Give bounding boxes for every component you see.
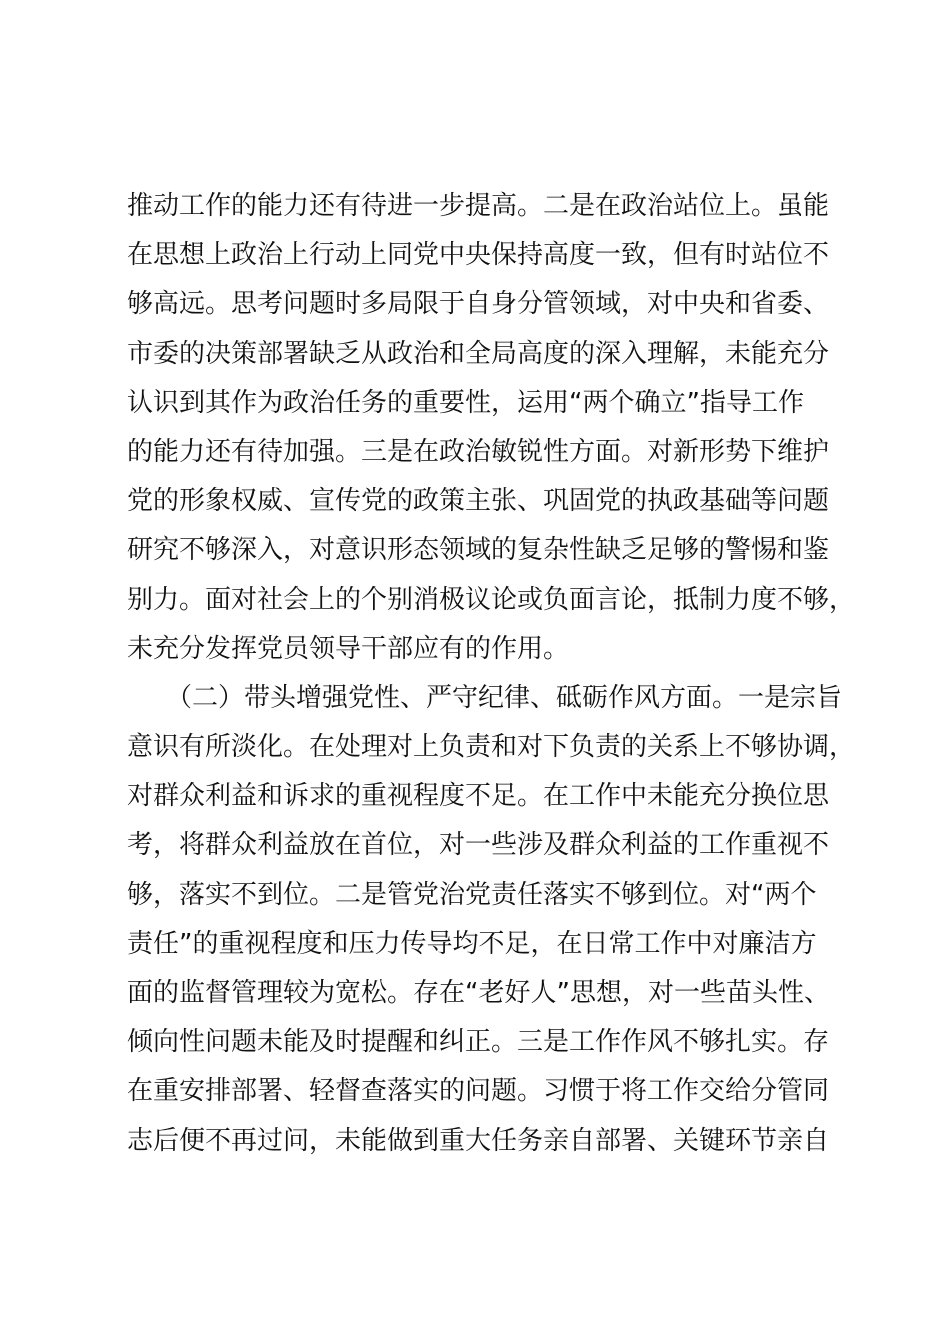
- text-line: 够高远。思考问题时多局限于自身分管领域，对中央和省委、: [127, 289, 830, 320]
- text-line: 对群众利益和诉求的重视程度不足。在工作中未能充分换位思: [127, 781, 830, 812]
- text-line: 在思想上政治上行动上同党中央保持高度一致，但有时站位不: [127, 240, 830, 271]
- text-line: 研究不够深入，对意识形态领域的复杂性缺乏足够的警惕和鉴: [127, 535, 830, 566]
- text-line: 责任”的重视程度和压力传导均不足，在日常工作中对廉洁方: [127, 928, 817, 959]
- text-line: 推动工作的能力还有待进一步提高。二是在政治站位上。虽能: [127, 191, 830, 221]
- text-line: 在重安排部署、轻督查落实的问题。习惯于将工作交给分管同: [127, 1076, 830, 1107]
- text-line: 的能力还有待加强。三是在政治敏锐性方面。对新形势下维护: [127, 436, 830, 467]
- text-line: 倾向性问题未能及时提醒和纠正。三是工作作风不够扎实。存: [127, 1027, 830, 1058]
- body-text: [127, 182, 867, 1166]
- text-line: 意识有所淡化。在处理对上负责和对下负责的关系上不够协调，: [127, 732, 856, 763]
- text-line: 别力。面对社会上的个别消极议论或负面言论，抵制力度不够，: [127, 584, 856, 615]
- text-line: 够，落实不到位。二是管党治党责任落实不够到位。对“两个: [127, 879, 817, 910]
- text-line: 志后便不再过问，未能做到重大任务亲自部署、关键环节亲自: [127, 1125, 830, 1156]
- text-line: 考，将群众利益放在首位，对一些涉及群众利益的工作重视不: [127, 830, 830, 861]
- section-heading-line: （二）带头增强党性、严守纪律、砥砺作风方面。一是宗旨: [127, 682, 843, 713]
- text-line: 市委的决策部署缺乏从政治和全局高度的深入理解，未能充分: [127, 338, 830, 369]
- text-line: 未充分发挥党员领导干部应有的作用。: [127, 633, 570, 664]
- text-line: 认识到其作为政治任务的重要性，运用“两个确立”指导工作: [127, 387, 804, 418]
- text-line: 党的形象权威、宣传党的政策主张、巩固党的执政基础等问题: [127, 486, 830, 517]
- text-line: 面的监督管理较为宽松。存在“老好人”思想，对一些苗头性、: [127, 978, 830, 1008]
